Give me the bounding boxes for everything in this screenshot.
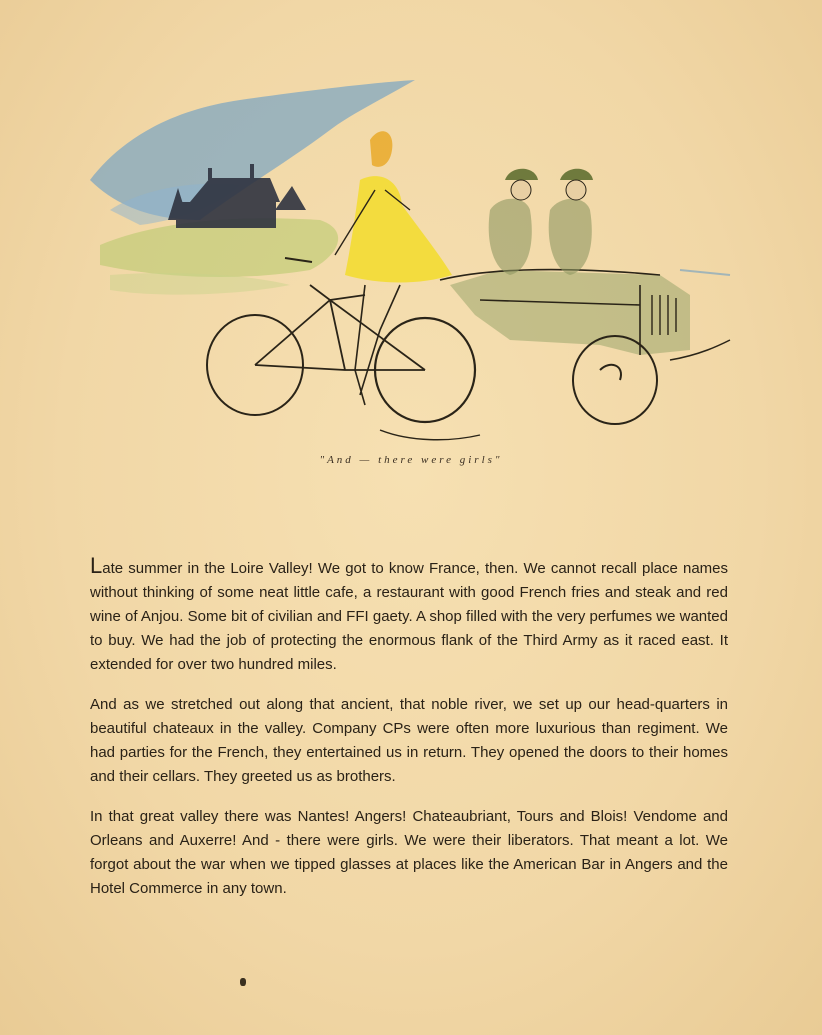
paragraph-2: And as we stretched out along that ancient, that noble river, we set up our head-quarters in beautiful chateaux in the valley. Company CPs were often more luxurious than regiment. We had parties for the French, they entertained us in return. They opened the doors to their homes and their cellars. They greeted us as brothers. bbox=[90, 696, 728, 785]
body-text bbox=[90, 553, 728, 917]
ink-speck bbox=[240, 978, 246, 986]
illustration-caption: "And — there were girls" bbox=[319, 454, 503, 466]
watercolor-illustration bbox=[80, 70, 740, 460]
paragraph-3: In that great valley there was Nantes! Angers! Chateaubriant, Tours and Blois! Vendome and Orleans and Auxerre! And - there were girls. We were their liberators. That meant a lot. We forgot about the war when we tipped glasses at places like the American Bar in Angers and the Hotel Commerce in any town. bbox=[90, 808, 728, 897]
paragraph-1-text: ate summer in the Loire Valley! We got to know France, then. We cannot recall place names without thinking of some neat little cafe, a restaurant with good French fries and steak and red wine of Anjou. Some bit of civilian and FFI gaety. A shop filled with the very perfumes we wanted to buy. We had the job of protecting the enormous flank of the Third Army as it raced east. It extended for over two hundred miles. bbox=[90, 560, 728, 673]
drop-cap: L bbox=[90, 553, 103, 578]
paragraph-1 bbox=[90, 553, 728, 677]
